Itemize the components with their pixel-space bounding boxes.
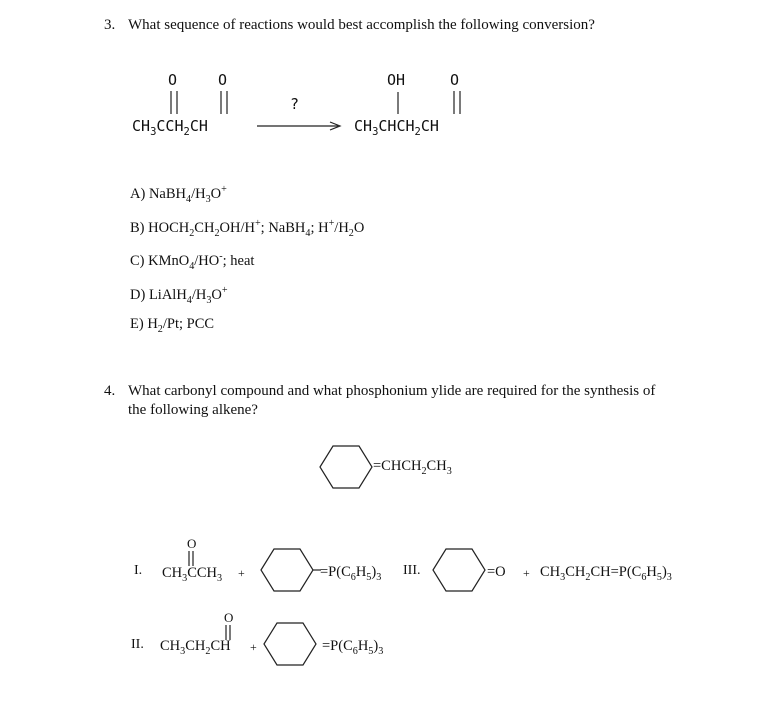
choice-III-ylide: $CH_3CH_2CH=P(C_6H_5)_3$ [540, 564, 672, 583]
option-letter: E) [130, 316, 144, 332]
choice-II-numeral: II. [131, 637, 144, 652]
reactant-formula: $CH_3CCH_2CH$ [132, 117, 208, 138]
product-oxygen: O [450, 71, 460, 89]
option-letter: C) [130, 252, 145, 269]
option-text: $H_2/Pt$; PCC [147, 316, 215, 335]
choice-II-plus: + [250, 640, 257, 654]
reactant-oxygen-1: O [168, 71, 178, 89]
option-text: $LiAlH_4/H_3O^+$ [148, 285, 228, 306]
choice-I-numeral: I. [134, 563, 143, 578]
choice-III-plus: + [523, 566, 530, 580]
product-formula: $CH_3CHCH_2CH$ [354, 117, 439, 138]
choice-II-ylide: $=P(C_6H_5)_3$ [322, 638, 384, 657]
question-3-text: What sequence of reactions would best accomplish the following conversion? [128, 17, 595, 33]
option-text: $HOCH_2CH_2OH/H^+$; NaBH$_4$; $H^+/H_2O$ [148, 218, 365, 239]
choice-I-cyclohexane-ring [261, 549, 313, 591]
reactant-oxygen-2: O [218, 71, 228, 89]
question-4-text-line-1: What carbonyl compound and what phosphonium ylide are required for the synthesis of [128, 383, 656, 399]
choice-III-cyclohexane-ring [433, 549, 485, 591]
option-text: KMnO$_4$/HO-; heat [148, 251, 255, 272]
question-4-text-line-2: the following alkene? [128, 402, 258, 418]
choice-II-aldehyde: $CH_3CH_2CH$ [160, 638, 231, 657]
choice-II-cyclohexane-ring [264, 623, 316, 665]
choice-I-ylide: $=P(C_6H_5)_3$ [320, 564, 382, 583]
choice-III-numeral: III. [403, 563, 421, 578]
option-letter: B) [130, 219, 145, 236]
choice-I-oxygen: O [187, 536, 197, 551]
reaction-arrow-label: ? [290, 95, 300, 113]
option-letter: A) [130, 185, 146, 202]
choice-II-oxygen: O [224, 610, 234, 625]
target-cyclohexane-ring [320, 446, 372, 488]
choice-III-carbonyl: =O [487, 564, 506, 580]
option-text: $NaBH_4/H_3O^+$ [148, 184, 227, 205]
choice-I-ketone: $CH_3CCH_3$ [162, 565, 223, 584]
target-substituent: $=CHCH_2CH_3$ [373, 458, 452, 477]
choice-I-plus: + [238, 566, 245, 580]
product-hydroxyl: OH [387, 71, 406, 89]
option-letter: D) [130, 286, 146, 303]
question-4-number: 4. [104, 383, 116, 399]
question-3-number: 3. [104, 17, 116, 33]
